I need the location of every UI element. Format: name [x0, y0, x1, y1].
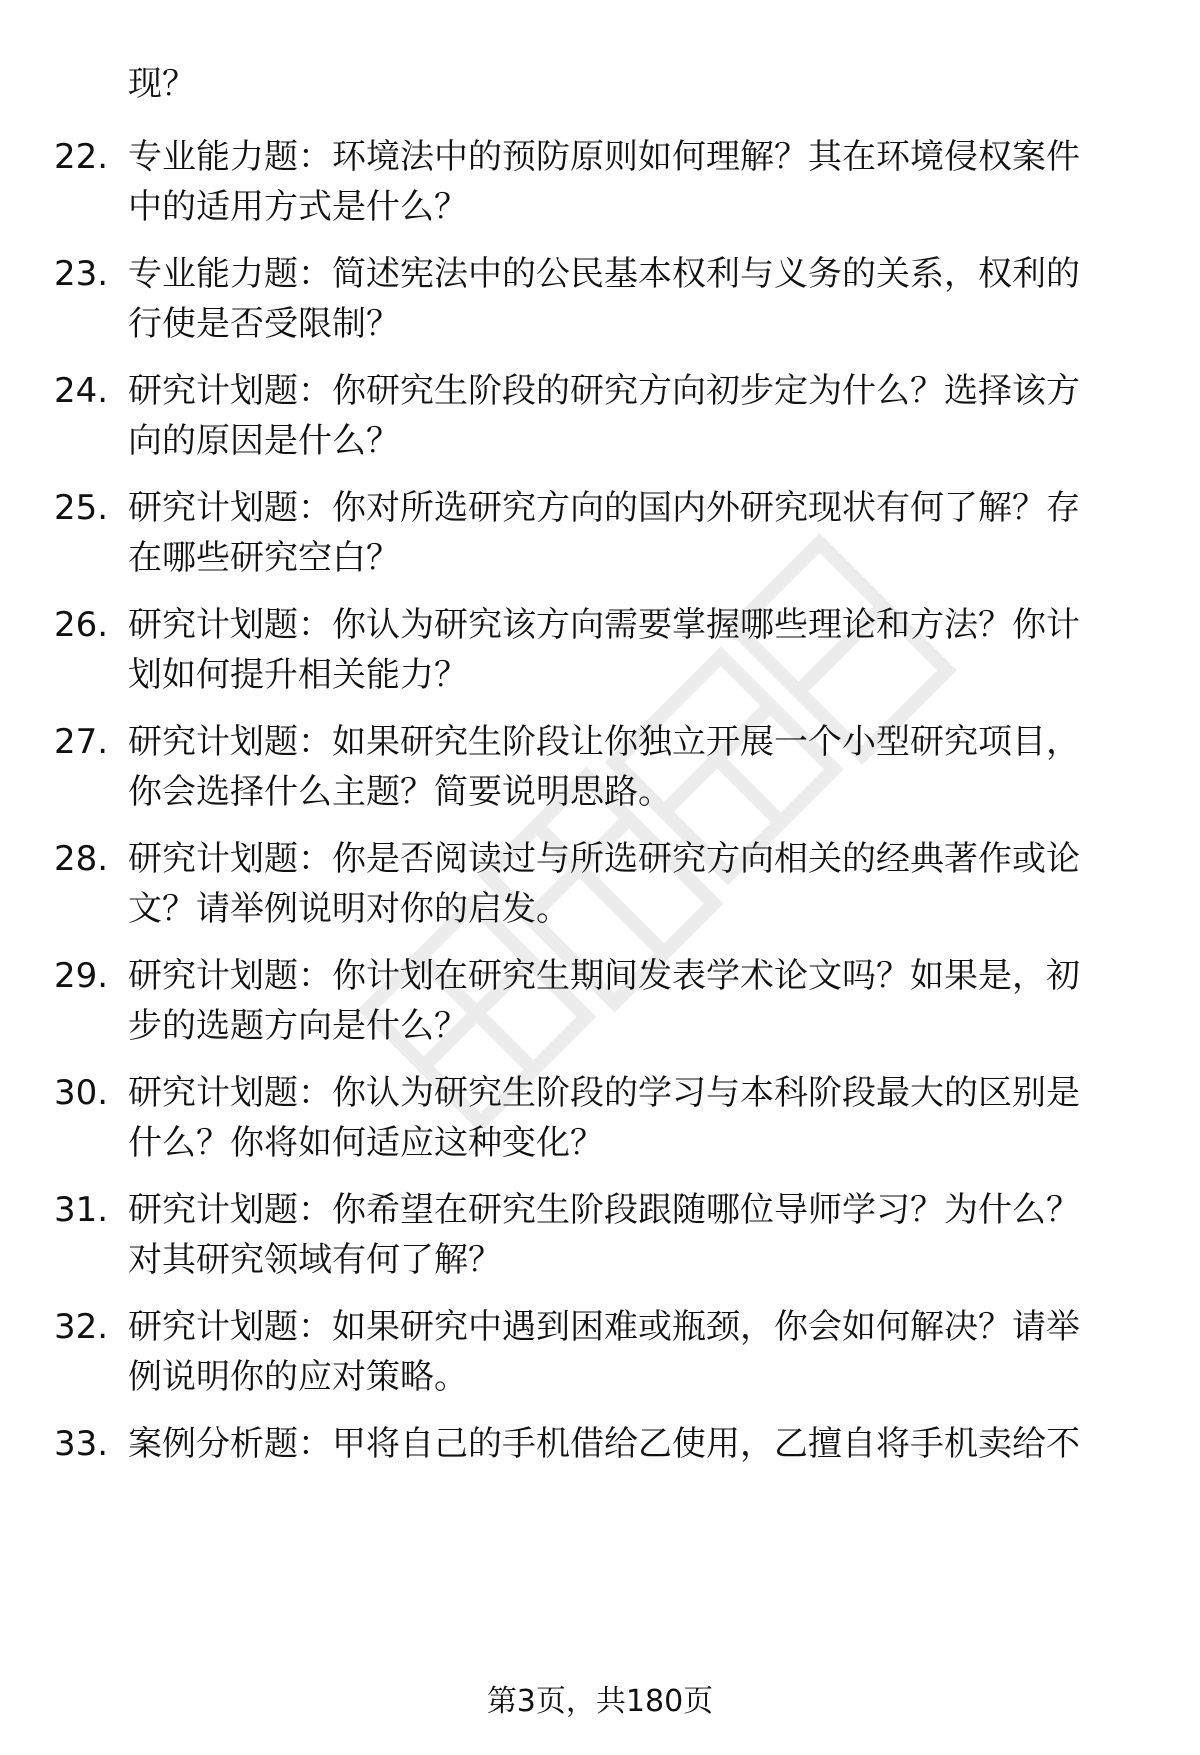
question-text-line: 步的选题方向是什么？ — [128, 1006, 468, 1046]
page-indicator: 第3页，共180页 — [486, 1684, 714, 1719]
continued-question-text: 现？ — [128, 64, 196, 104]
question-item — [0, 1305, 1200, 1405]
question-number: 24. — [54, 371, 109, 411]
question-text-line: 划如何提升相关能力？ — [128, 655, 468, 695]
question-text-line: 中的适用方式是什么？ — [128, 187, 468, 227]
question-item — [0, 837, 1200, 937]
question-text-line: 例说明你的应对策略。 — [128, 1357, 468, 1397]
question-item — [0, 720, 1200, 820]
question-text-line: 什么？你将如何适应这种变化？ — [128, 1123, 604, 1163]
question-item — [0, 486, 1200, 586]
question-number: 31. — [54, 1190, 109, 1230]
question-text-line: 行使是否受限制？ — [128, 304, 400, 344]
question-text-line: 在哪些研究空白？ — [128, 538, 400, 578]
question-text-line: 向的原因是什么？ — [128, 421, 400, 461]
question-number: 32. — [54, 1307, 109, 1347]
question-text-line: 研究计划题：如果研究中遇到困难或瓶颈，你会如何解决？请举 — [128, 1307, 1080, 1347]
question-text-line: 研究计划题：你计划在研究生期间发表学术论文吗？如果是，初 — [128, 956, 1080, 996]
question-number: 29. — [54, 956, 109, 996]
question-number: 22. — [54, 137, 109, 177]
question-item — [0, 135, 1200, 235]
question-text-line: 研究计划题：你认为研究该方向需要掌握哪些理论和方法？你计 — [128, 605, 1080, 645]
question-text-line: 研究计划题：你是否阅读过与所选研究方向相关的经典著作或论 — [128, 839, 1080, 879]
question-text-line: 案例分析题：甲将自己的手机借给乙使用，乙擅自将手机卖给不 — [128, 1424, 1080, 1464]
question-text-line: 你会选择什么主题？简要说明思路。 — [128, 772, 672, 812]
question-text-line: 研究计划题：你希望在研究生阶段跟随哪位导师学习？为什么？ — [128, 1190, 1080, 1230]
question-item — [0, 1188, 1200, 1288]
question-item — [0, 369, 1200, 469]
question-text-line: 研究计划题：如果研究生阶段让你独立开展一个小型研究项目， — [128, 722, 1080, 762]
question-text-line: 文？请举例说明对你的启发。 — [128, 889, 570, 929]
question-item — [0, 1071, 1200, 1171]
question-item — [0, 954, 1200, 1054]
question-number: 23. — [54, 254, 109, 294]
question-text-line: 研究计划题：你认为研究生阶段的学习与本科阶段最大的区别是 — [128, 1073, 1080, 1113]
question-text-line: 研究计划题：你对所选研究方向的国内外研究现状有何了解？存 — [128, 488, 1080, 528]
question-item — [0, 252, 1200, 352]
question-text-line: 专业能力题：简述宪法中的公民基本权利与义务的关系，权利的 — [128, 254, 1080, 294]
question-text-line: 专业能力题：环境法中的预防原则如何理解？其在环境侵权案件 — [128, 137, 1080, 177]
question-number: 26. — [54, 605, 109, 645]
question-number: 27. — [54, 722, 109, 762]
question-item — [0, 1422, 1200, 1522]
question-item — [0, 603, 1200, 703]
question-number: 33. — [54, 1424, 109, 1464]
question-text-line: 研究计划题：你研究生阶段的研究方向初步定为什么？选择该方 — [128, 371, 1080, 411]
question-number: 25. — [54, 488, 109, 528]
question-number: 30. — [54, 1073, 109, 1113]
question-text-line: 对其研究领域有何了解？ — [128, 1240, 502, 1280]
question-number: 28. — [54, 839, 109, 879]
